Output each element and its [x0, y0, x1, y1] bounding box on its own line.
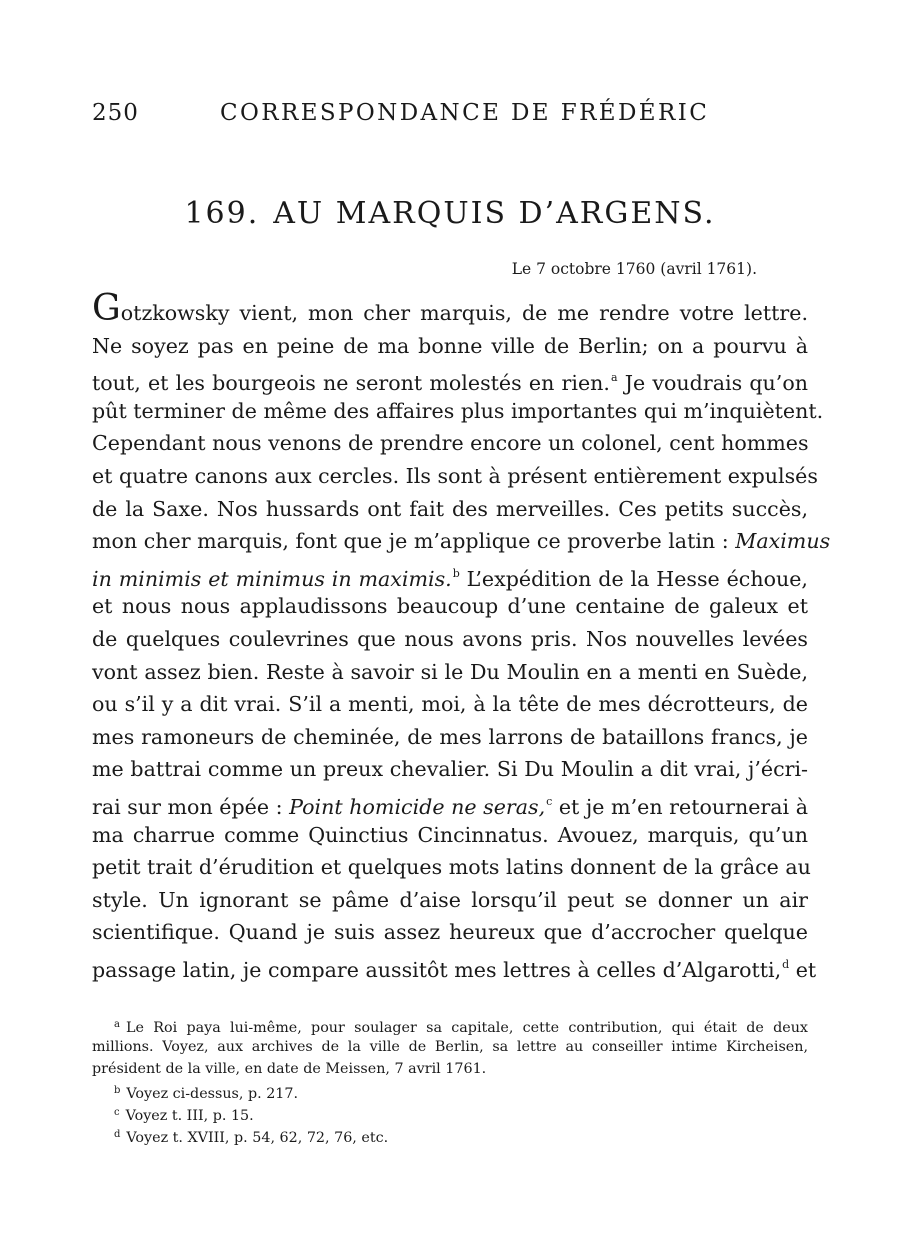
latin-quote: in minimis et minimus in maximis. — [92, 566, 452, 591]
footnote-ref-d[interactable]: d — [782, 957, 790, 971]
body-line: passage latin, je compare aussitôt mes lettres à celles d’Algarotti,$^d$ et — [92, 957, 817, 982]
footnote-mark: b — [114, 1085, 121, 1096]
body-line: petit trait d’érudition et quelques mots latins donnent de la grâce au — [92, 855, 811, 880]
body-line: me battrai comme un preux chevalier. Si Du Moulin a dit vrai, j’écri- — [92, 757, 808, 782]
body-line: tout, et les bourgeois ne seront molestés en rien.$^a$ Je voudrais qu’on — [92, 371, 808, 396]
footnote-c: $^c$ Voyez t. III, p. 15. — [114, 1107, 254, 1124]
footnote-ref-a[interactable]: a — [610, 371, 618, 385]
initial-letter: G — [92, 288, 121, 329]
body-line: mes ramoneurs de cheminée, de mes larrons de bataillons francs, je — [92, 724, 808, 749]
footnote-mark: c — [114, 1107, 120, 1118]
footnote-a-continued: millions. Voyez, aux archives de la ville de Berlin, sa lettre au conseiller intime Kircheisen, — [92, 1039, 808, 1055]
letter-number: 169. — [184, 196, 260, 231]
footnote-ref-b[interactable]: b — [452, 566, 460, 580]
latin-quote: Maximus — [735, 529, 831, 554]
body-line: de quelques coulevrines que nous avons pris. Nos nouvelles levées — [92, 626, 808, 651]
letter-body — [92, 288, 831, 982]
body-line: Cependant nous venons de prendre encore un colonel, cent hommes — [92, 431, 809, 456]
footnote-b: $^b$ Voyez ci-dessus, p. 217. — [114, 1085, 299, 1102]
body-line: Gotzkowsky vient, mon cher marquis, de me rendre votre lettre. — [92, 288, 808, 329]
footnote-a-continued: président de la ville, en date de Meissen, 7 avril 1761. — [92, 1061, 487, 1077]
body-line: in minimis et minimus in maximis.$^b$ L’expédition de la Hesse échoue, — [92, 566, 808, 591]
body-line: rai sur mon épée : Point homicide ne seras,$^c$ et je m’en retournerai à — [92, 794, 808, 819]
body-line: Ne soyez pas en peine de ma bonne ville de Berlin; on a pourvu à — [92, 333, 808, 358]
page-number: 250 — [92, 100, 139, 126]
body-line: pût terminer de même des affaires plus importantes qui m’inquiètent. — [92, 398, 824, 423]
body-line: scientifique. Quand je suis assez heureux que d’accrocher quelque — [92, 920, 808, 945]
body-line: de la Saxe. Nos hussards ont fait des merveilles. Ces petits succès, — [92, 496, 808, 521]
letter-heading — [0, 196, 900, 231]
body-line: ma charrue comme Quinctius Cincinnatus. Avouez, marquis, qu’un — [92, 822, 808, 847]
body-line: et nous nous applaudissons beaucoup d’une centaine de galeux et — [92, 594, 808, 619]
running-title: CORRESPONDANCE DE FRÉDÉRIC — [220, 100, 710, 126]
italic-motto: Point homicide ne seras, — [289, 794, 546, 819]
footnote-mark: d — [114, 1129, 121, 1140]
footnote-mark: a — [114, 1019, 120, 1030]
footnote-d: $^d$ Voyez t. XVIII, p. 54, 62, 72, 76, etc. — [114, 1129, 389, 1146]
body-line: style. Un ignorant se pâme d’aise lorsqu’il peut se donner un air — [92, 887, 808, 912]
letter-title: AU MARQUIS D’ARGENS. — [273, 196, 716, 231]
body-line: vont assez bien. Reste à savoir si le Du Moulin en a menti en Suède, — [92, 659, 808, 684]
footnotes — [92, 1014, 808, 1146]
running-head — [92, 100, 808, 130]
footnote-a: $^a$ Le Roi paya lui-même, pour soulager sa capitale, cette contribution, qui était de deux — [114, 1019, 808, 1036]
letter-dateline: Le 7 octobre 1760 (avril 1761). — [511, 260, 757, 278]
body-line: ou s’il y a dit vrai. S’il a menti, moi, à la tête de mes décrotteurs, de — [92, 692, 808, 717]
body-line: et quatre canons aux cercles. Ils sont à présent entièrement expulsés — [92, 463, 818, 488]
body-line: mon cher marquis, font que je m’applique ce proverbe latin : Maximus — [92, 529, 831, 554]
footnote-ref-c[interactable]: c — [546, 794, 553, 808]
